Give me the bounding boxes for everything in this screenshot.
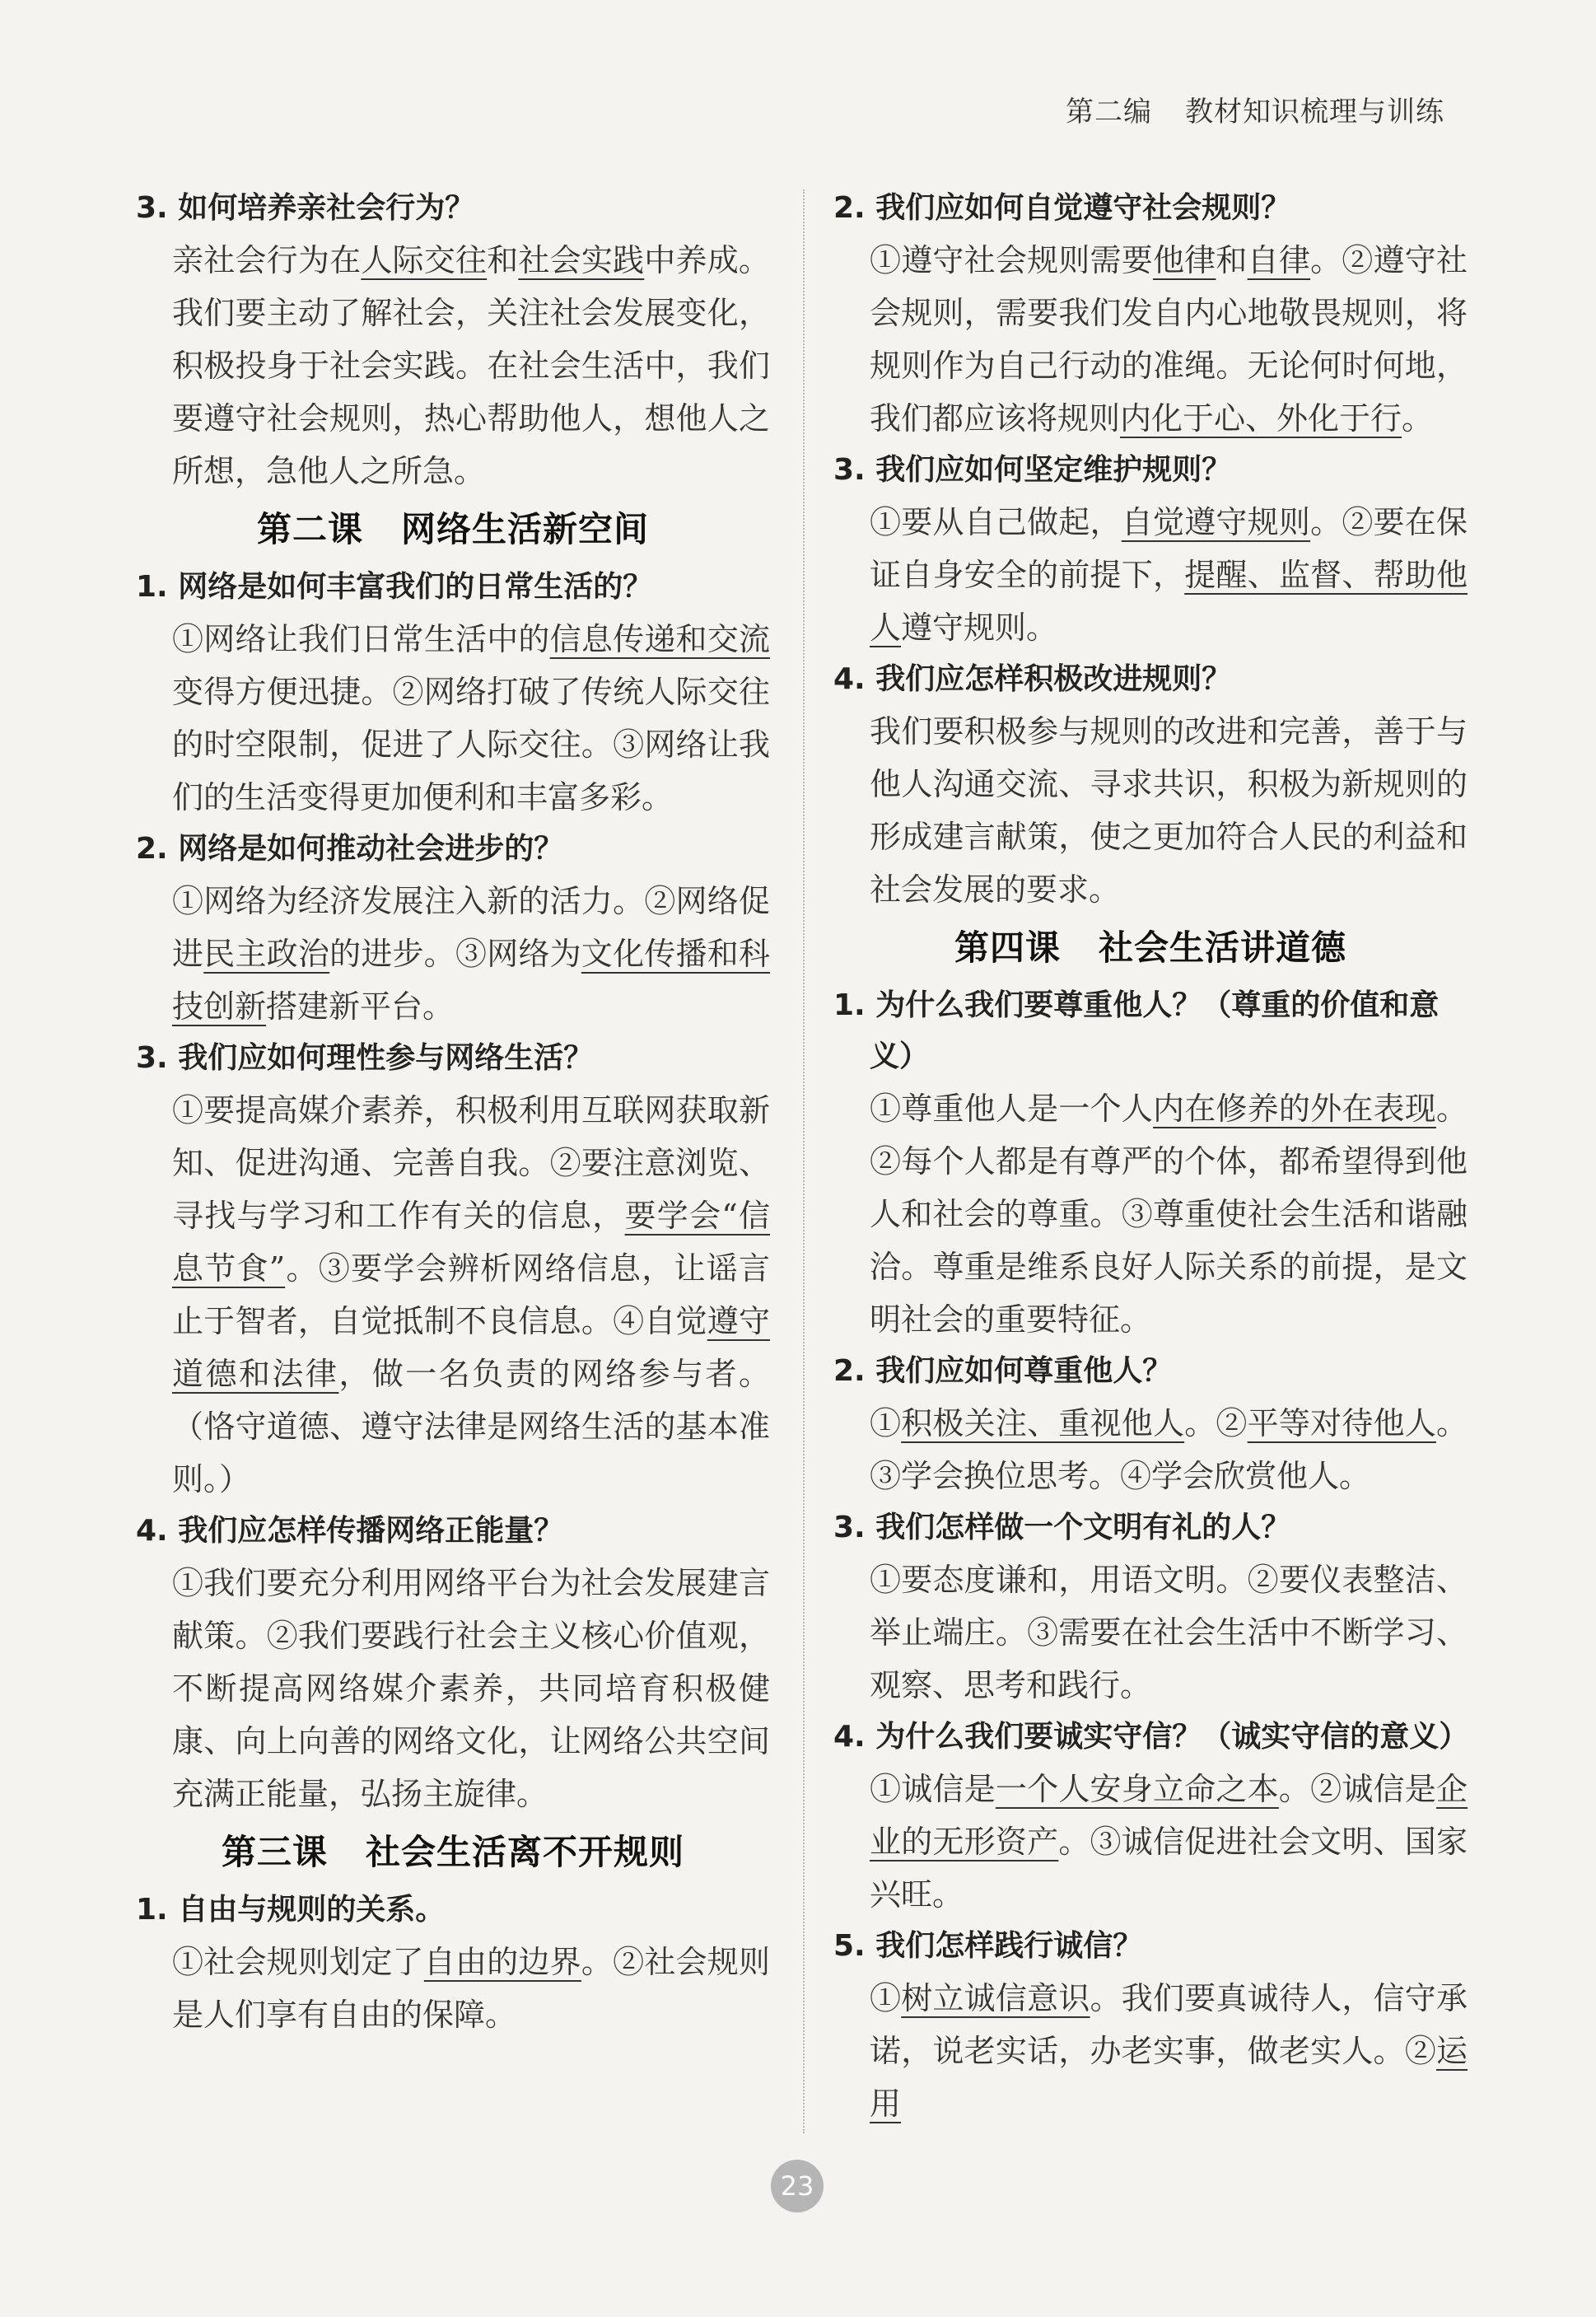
- key-point: 树立诚信意识: [901, 1980, 1090, 2016]
- answer-text: ①我们要充分利用网络平台为社会发展建言献策。②我们要践行社会主义核心价值观，不断提高网络媒介素养，共同培育积极健康、向上向善的网络文化，让网络公共空间充满正能量，弘扬主旋律。: [172, 1565, 770, 1812]
- key-point: 信息传递和交流: [549, 621, 770, 657]
- key-point: 社会实践: [518, 242, 645, 278]
- question-heading: 5. 我们怎样践行诚信？: [833, 1929, 1143, 1963]
- answer-text: ①要提高媒介素养，积极利用互联网获取新知、促进沟通、完善自我。②要注意浏览、寻找与学习和工作有关的信息，要学会“信息节食”。③要学会辨析网络信息，让谣言止于智者，自觉抵制不良信息。④自觉遵守道德和法律，做一名负责的网络参与者。（恪守道德、遵守法律是网络生活的基本准则。）: [172, 1092, 770, 1497]
- question-heading: 4. 为什么我们要诚实守信？（诚实守信的意义）: [833, 1720, 1469, 1754]
- answer-text: ①遵守社会规则需要他律和自律。②遵守社会规则，需要我们发自内心地敬畏规则，将规则作为自己行动的准绳。无论何时何地，我们都应该将规则内化于心、外化于行。: [870, 242, 1468, 437]
- answer-text: ①要态度谦和，用语文明。②要仪表整洁、举止端庄。③需要在社会生活中不断学习、观察、思考和践行。: [870, 1562, 1468, 1703]
- key-point: 他律: [1152, 242, 1216, 278]
- question-heading: 3. 我们应如何坚定维护规则？: [833, 453, 1232, 487]
- answer-text: 我们要积极参与规则的改进和完善，善于与他人沟通交流、寻求共识，积极为新规则的形成建言献策，使之更加符合人民的利益和社会发展的要求。: [870, 713, 1468, 908]
- key-point: 自律: [1247, 242, 1311, 278]
- key-point: 文化传播和科技创新: [172, 936, 770, 1025]
- question-heading: 1. 自由与规则的关系。: [136, 1893, 446, 1927]
- answer-text: ①社会规则划定了自由的边界。②社会规则是人们享有自由的保障。: [172, 1944, 770, 2033]
- question-heading: 3. 我们怎样做一个文明有礼的人？: [833, 1511, 1291, 1544]
- answer-text: ①要从自己做起，自觉遵守规则。②要在保证自身安全的前提下，提醒、监督、帮助他人遵守规则。: [870, 504, 1468, 646]
- key-point: 自觉遵守规则: [1121, 504, 1311, 540]
- answer-text: ①尊重他人是一个人内在修养的外在表现。②每个人都是有尊严的个体，都希望得到他人和社会的尊重。③尊重使社会生活和谐融洽。尊重是维系良好人际关系的前提，是文明社会的重要特征。: [870, 1091, 1468, 1338]
- answer-text: ①积极关注、重视他人。②平等对待他人。③学会换位思考。④学会欣赏他人。: [870, 1405, 1468, 1494]
- key-point: 民主政治: [203, 936, 330, 972]
- key-point: 一个人安身立命之本: [995, 1771, 1279, 1807]
- question-heading: 3. 如何培养亲社会行为？: [136, 191, 475, 225]
- running-header: [1066, 89, 1444, 129]
- lesson-title: 第三课 社会生活离不开规则: [221, 1832, 685, 1872]
- key-point: 自由的边界: [423, 1944, 581, 1980]
- key-point: 遵守道德和法律: [172, 1303, 770, 1392]
- key-point: 要学会“信息节食”: [172, 1198, 770, 1287]
- key-point: 积极关注、重视他人: [901, 1405, 1185, 1441]
- column-divider: [803, 189, 805, 2133]
- answer-text: 亲社会行为在人际交往和社会实践中养成。我们要主动了解社会，关注社会发展变化，积极投身于社会实践。在社会生活中，我们要遵守社会规则，热心帮助他人，想他人之所想，急他人之所急。: [172, 242, 770, 489]
- answer-text: ①诚信是一个人安身立命之本。②诚信是企业的无形资产。③诚信促进社会文明、国家兴旺。: [870, 1771, 1468, 1913]
- question-heading: 3. 我们应如何理性参与网络生活？: [136, 1041, 594, 1075]
- key-point: 企业的无形资产: [870, 1771, 1468, 1860]
- page-number: 23: [771, 2160, 824, 2212]
- question-heading: 2. 网络是如何推动社会进步的？: [136, 832, 564, 866]
- question-heading: 1. 网络是如何丰富我们的日常生活的？: [136, 570, 653, 604]
- header-part: 第二编: [1066, 96, 1152, 128]
- answer-text: ①树立诚信意识。我们要真诚待人，信守承诺，说老实话，办老实事，做老实人。②运用: [870, 1980, 1468, 2122]
- answer-text: ①网络让我们日常生活中的信息传递和交流变得方便迅捷。②网络打破了传统人际交往的时空限制，促进了人际交往。③网络让我们的生活变得更加便利和丰富多彩。: [172, 621, 770, 815]
- question-heading: 4. 我们应怎样积极改进规则？: [833, 662, 1232, 696]
- question-heading: 2. 我们应如何尊重他人？: [833, 1354, 1173, 1388]
- key-point: 人际交往: [361, 242, 488, 278]
- key-point: 内化于心、外化于行: [1120, 400, 1402, 437]
- left-column: [136, 183, 770, 2041]
- key-point: 内在修养的外在表现: [1152, 1091, 1436, 1127]
- question-heading: 4. 我们应怎样传播网络正能量？: [136, 1514, 564, 1548]
- key-point: 平等对待他人: [1247, 1405, 1436, 1441]
- lesson-title: 第四课 社会生活讲道德: [954, 927, 1347, 968]
- question-heading: 1. 为什么我们要尊重他人？（尊重的价值和意义）: [833, 988, 1440, 1073]
- header-title: 教材知识梳理与训练: [1185, 96, 1444, 128]
- key-point: 运用: [870, 2033, 1468, 2122]
- answer-text: ①网络为经济发展注入新的活力。②网络促进民主政治的进步。③网络为文化传播和科技创新搭建新平台。: [172, 883, 770, 1025]
- right-column: [833, 183, 1468, 2130]
- key-point: 提醒、监督、帮助他人: [870, 557, 1468, 646]
- question-heading: 2. 我们应如何自觉遵守社会规则？: [833, 191, 1291, 225]
- lesson-title: 第二课 网络生活新空间: [256, 509, 650, 549]
